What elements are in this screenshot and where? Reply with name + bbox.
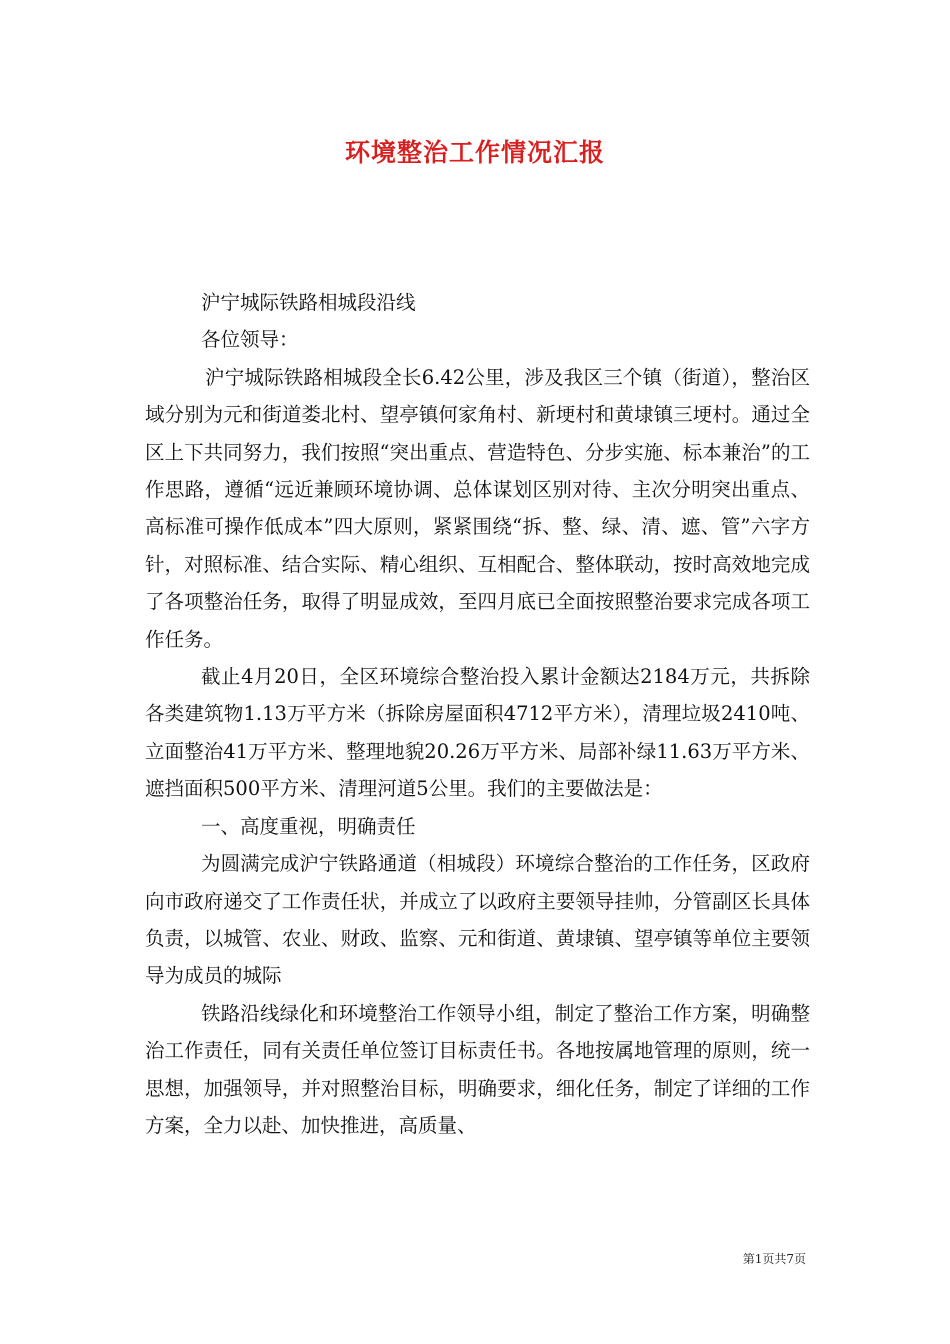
paragraph-statistics: 截止4月20日，全区环境综合整治投入累计金额达2184万元，共拆除各类建筑物1.13万平方米（拆除房屋面积4712平方米），清理垃圾2410吨、立面整治41万平方米、整理地貌20.26万平方米、局部补绿11.63万平方米、遮挡面积500平方米、清理河道5公里。我们的主要做法是： [145, 665, 810, 801]
paragraph-leading-group: 铁路沿线绿化和环境整治工作领导小组，制定了整治工作方案，明确整治工作责任，同有关责任单位签订目标责任书。各地按属地管理的原则，统一思想，加强领导，并对照整治目标，明确要求，细化任务，制定了详细的工作方案，全力以赴、加快推进，高质量、 [145, 1001, 810, 1137]
section-heading-1: 一、高度重视，明确责任 [201, 814, 416, 838]
paragraph-overview: 沪宁城际铁路相城段全长6.42公里，涉及我区三个镇（街道），整治区域分别为元和街道娄北村、望亭镇何家角村、新埂村和黄埭镇三埂村。通过全区上下共同努力，我们按照“突出重点、营造特色、分步实施、标本兼治”的工作思路，遵循“远近兼顾环境协调、总体谋划区别对待、主次分明突出重点、高标准可操作低成本”四大原则，紧紧围绕“拆、整、绿、清、遮、管”六字方针，对照标准、结合实际、精心组织、互相配合、整体联动，按时高效地完成了各项整治任务，取得了明显成效，至四月底已全面按照整治要求完成各项工作任务。 [145, 365, 810, 651]
paragraph-route: 沪宁城际铁路相城段沿线 [201, 291, 416, 314]
document-body [145, 284, 810, 1144]
document-title: 环境整治工作情况汇报 [344, 138, 605, 167]
paragraph-responsibility: 为圆满完成沪宁铁路通道（相城段）环境综合整治的工作任务，区政府向市政府递交了工作责任状，并成立了以政府主要领导挂帅，分管副区长具体负责，以城管、农业、财政、监察、元和街道、黄埭镇、望亭镇等单位主要领导为成员的城际 [145, 852, 810, 988]
paragraph-salutation: 各位领导： [201, 328, 299, 352]
page-indicator: 第1页共7页 [742, 1252, 806, 1266]
